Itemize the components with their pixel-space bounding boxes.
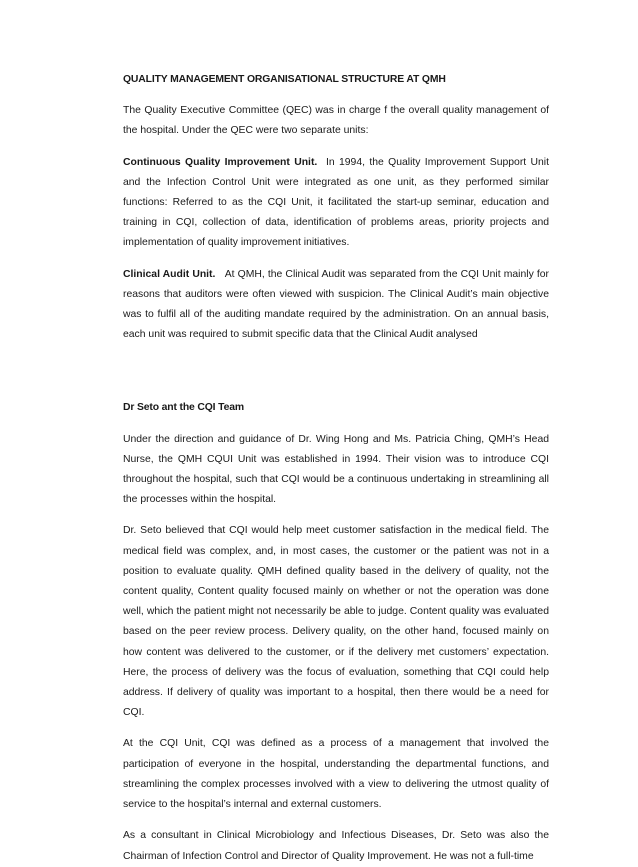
section-heading-quality-structure: QUALITY MANAGEMENT ORGANISATIONAL STRUCTURE AT QMH bbox=[123, 74, 446, 85]
paragraph-cqi-establishment: Under the direction and guidance of Dr. Wing Hong and Ms. Patricia Ching, QMH’s Head Nurse, the QMH CQUI Unit was established in 1994. Their vision was to introduce CQI throughout the hospital, such that CQI would be a continuous undertaking in streamlining all the processes within the hospital. bbox=[123, 433, 549, 506]
paragraph-clinical-audit bbox=[123, 265, 549, 346]
document-body bbox=[123, 70, 549, 867]
clinical-audit-lead: Clinical Audit Unit. bbox=[123, 268, 216, 280]
cqi-unit-lead: Continuous Quality Improvement Unit. bbox=[123, 156, 318, 168]
clinical-audit-body: At QMH, the Clinical Audit was separated from the CQI Unit mainly for reasons that auditors were often viewed with suspicion. The Clinical Audit’s main objective was to fulfil all of the auditing mandate required by the administration. On an annual basis, each unit was required to submit specific data that the Clinical Audit analysed bbox=[123, 268, 549, 341]
paragraph-cqi-definition: At the CQI Unit, CQI was defined as a process of a management that involved the participation of everyone in the hospital, understanding the departmental functions, and streamlining the complex processes involved with a view to delivering the utmost quality of service to the hospital’s internal and external customers. bbox=[123, 738, 549, 811]
paragraph-qec-intro: The Quality Executive Committee (QEC) was in charge f the overall quality management of the hospital. Under the QEC were two separate units: bbox=[123, 105, 549, 137]
paragraph-quality-definition: Dr. Seto believed that CQI would help meet customer satisfaction in the medical field. The medical field was complex, and, in most cases, the customer or the patient was not in a position to evaluate quality. QMH defined quality based in the delivery of quality, not the content quality, Content quality focused mainly on whether or not the operation was done well, which the patient might not necessarily be able to judge. Content quality was evaluated based on the peer review process. Delivery quality, on the other hand, focused mainly on how content was delivered to the customer, or if the delivery met customers’ expectation. Here, the process of delivery was the focus of evaluation, something that CQI could help address. If delivery of quality was important to a hospital, then there would be a need for CQI. bbox=[123, 525, 549, 719]
cqi-unit-body: In 1994, the Quality Improvement Support Unit and the Infection Control Unit were integrated as one unit, as they performed similar functions: Referred to as the CQI Unit, it facilitated the start-up seminar, education and training in CQI, collection of data, identification of problems areas, priority projects and implementation of quality improvement initiatives. bbox=[123, 156, 549, 249]
paragraph-cqi-unit bbox=[123, 153, 549, 254]
section-heading-seto-cqi: Dr Seto ant the CQI Team bbox=[123, 402, 244, 414]
paragraph-seto-role: As a consultant in Clinical Microbiology and Infectious Diseases, Dr. Seto was also the Chairman of Infection Control and Director of Quality Improvement. He was not a full-time bbox=[123, 830, 549, 862]
